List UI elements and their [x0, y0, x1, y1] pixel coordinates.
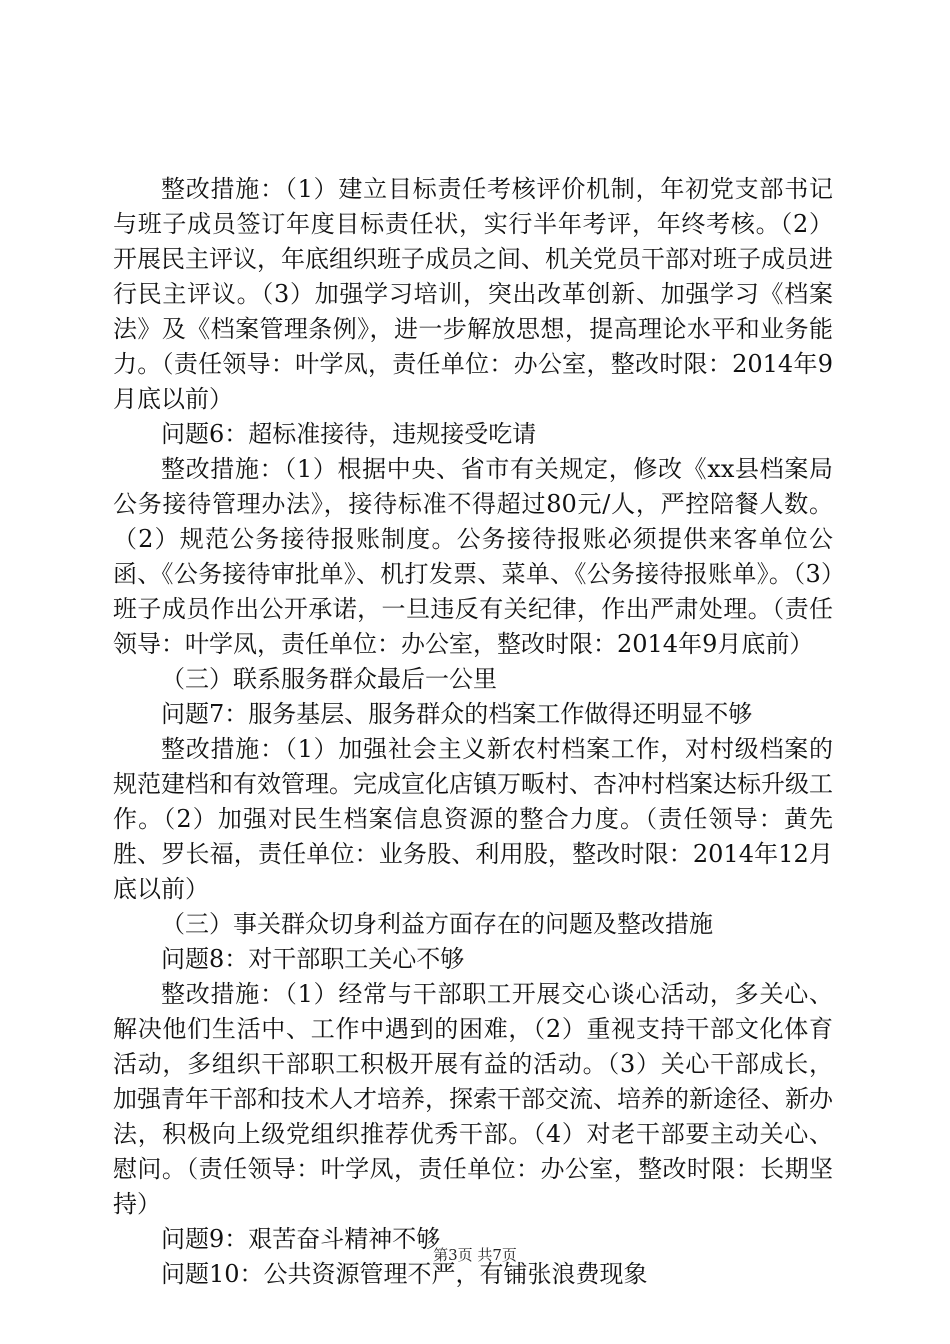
paragraph-measures-7: 整改措施：（1）加强社会主义新农村档案工作，对村级档案的规范建档和有效管理。完成宣化店镇万畈村、杏冲村档案达标升级工作。（2）加强对民生档案信息资源的整合力度。（责任领导：黄先胜、罗长福，责任单位：业务股、利用股，整改时限：2014年12月底以前） [113, 735, 833, 903]
document-body [113, 172, 833, 1292]
section-heading-public-interest: （三）事关群众切身利益方面存在的问题及整改措施 [161, 910, 713, 938]
heading-problem-8: 问题8：对干部职工关心不够 [161, 945, 465, 973]
heading-problem-6: 问题6：超标准接待，违规接受吃请 [161, 420, 537, 448]
heading-problem-9: 问题9：艰苦奋斗精神不够 [161, 1225, 441, 1253]
section-heading-last-mile: （三）联系服务群众最后一公里 [161, 665, 497, 693]
page-number-footer: 第3页 共7页 [433, 1246, 517, 1264]
heading-problem-10: 问题10：公共资源管理不严，有铺张浪费现象 [161, 1260, 648, 1288]
heading-problem-7: 问题7：服务基层、服务群众的档案工作做得还明显不够 [161, 700, 753, 728]
paragraph-measures-5: 整改措施：（1）建立目标责任考核评价机制，年初党支部书记与班子成员签订年度目标责任状，实行半年考评，年终考核。（2）开展民主评议，年底组织班子成员之间、机关党员干部对班子成员进行民主评议。（3）加强学习培训，突出改革创新、加强学习《档案法》及《档案管理条例》，进一步解放思想，提高理论水平和业务能力。（责任领导：叶学凤，责任单位：办公室，整改时限：2014年9月底以前） [113, 175, 833, 413]
paragraph-measures-6: 整改措施：（1）根据中央、省市有关规定，修改《xx县档案局公务接待管理办法》，接待标准不得超过80元/人，严控陪餐人数。（2）规范公务接待报账制度。公务接待报账必须提供来客单位公函、《公务接待审批单》、机打发票、菜单、《公务接待报账单》。（3）班子成员作出公开承诺，一旦违反有关纪律，作出严肃处理。（责任领导：叶学凤，责任单位：办公室，整改时限：2014年9月底前） [113, 455, 833, 658]
paragraph-measures-8: 整改措施：（1）经常与干部职工开展交心谈心活动，多关心、解决他们生活中、工作中遇到的困难，（2）重视支持干部文化体育活动，多组织干部职工积极开展有益的活动。（3）关心干部成长，加强青年干部和技术人才培养，探索干部交流、培养的新途径、新办法，积极向上级党组织推荐优秀干部。（4）对老干部要主动关心、慰问。（责任领导：叶学凤，责任单位：办公室，整改时限：长期坚持） [113, 980, 833, 1218]
